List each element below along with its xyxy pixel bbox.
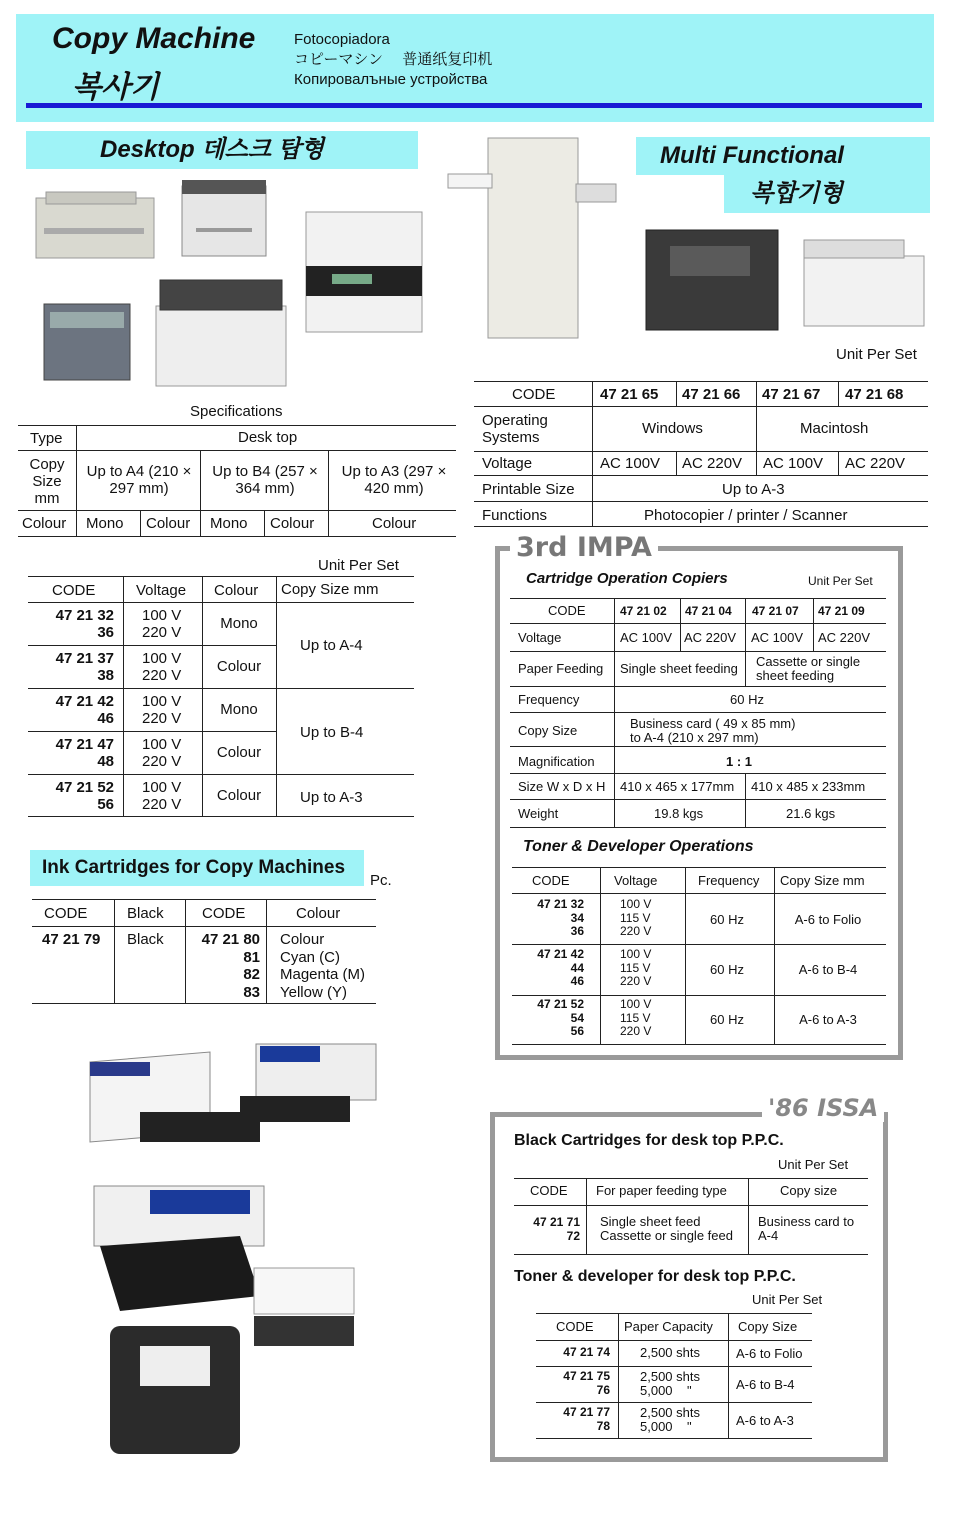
ink-unit: Pc. (370, 872, 392, 889)
ib-vline-1 (586, 1178, 587, 1254)
itd-vline-2 (728, 1313, 729, 1438)
dt-head-voltage: Voltage (136, 582, 187, 599)
mf-rule-3 (474, 475, 928, 476)
dt-voltage: 100 V (142, 779, 182, 796)
ib-code: 72 (566, 1229, 580, 1243)
desktop-copier-photo-5 (152, 276, 290, 388)
mf-code-1: 47 21 65 (600, 386, 659, 403)
dt-code: 47 21 42 (55, 693, 114, 710)
ic-copysize-label: Copy Size (518, 723, 578, 738)
ic-vline-4 (813, 598, 814, 651)
ink-colour-code: 47 21 80 (201, 931, 260, 948)
it-code: 34 (570, 910, 584, 925)
ic-rule-7 (510, 799, 886, 800)
mf-rule-top (474, 381, 928, 382)
it-code: 54 (570, 1010, 584, 1025)
it-voltage: 115 V (620, 910, 651, 925)
dt-rule-b (28, 774, 414, 775)
dt-head-code: CODE (52, 582, 96, 599)
issa-toner-title: Toner & developer for desk top P.P.C. (514, 1268, 796, 1285)
mf-vline-2a (676, 381, 677, 406)
spec-vline-4 (140, 510, 141, 536)
it-voltage: 115 V (620, 960, 651, 975)
dt-code-alt: 38 (97, 667, 114, 684)
ib-vline-2 (748, 1178, 749, 1254)
ib-size-line: A-4 (758, 1228, 779, 1243)
spec-colour-5: Colour (372, 515, 417, 532)
it-rule-bottom (512, 1044, 886, 1045)
spec-colour-label: Colour (22, 515, 67, 532)
ic-vline-2 (680, 598, 681, 651)
title-russian: Копировалъные устройства (294, 71, 488, 88)
itd-rule-bottom (536, 1438, 812, 1439)
ic-voltage-4: AC 220V (818, 630, 871, 645)
dt-colour: Mono (220, 701, 258, 718)
itd-code: 47 21 74 (563, 1345, 610, 1359)
dt-rule-a (28, 688, 414, 689)
it-code: 47 21 52 (537, 997, 584, 1011)
impa-toner-title: Toner & Developer Operations (523, 838, 754, 855)
mf-voltage-1: AC 100V (600, 455, 661, 472)
multifunction-copier-photo-1 (444, 134, 618, 344)
ic-rule-2 (510, 651, 886, 652)
ink-colour-name: Colour (280, 931, 325, 948)
mf-voltage-4: AC 220V (845, 455, 906, 472)
itd-capacity: 2,500 shts (640, 1369, 700, 1384)
mf-vline-1 (592, 381, 593, 526)
spec-type-label: Type (30, 430, 63, 447)
itd-rule-1 (536, 1366, 812, 1367)
it-rule-top (512, 867, 886, 868)
it-voltage: 220 V (620, 924, 652, 938)
dt-code: 47 21 32 (55, 607, 114, 624)
it-code: 56 (570, 1024, 584, 1038)
ic-voltage-label: Voltage (518, 630, 562, 645)
mf-vline-2b (676, 451, 677, 475)
dt-colour: Mono (220, 615, 258, 632)
dt-code: 47 21 47 (55, 736, 114, 753)
ic-voltage-3: AC 100V (751, 630, 804, 645)
it-code: 44 (570, 960, 584, 975)
desktop-copier-photo-1 (26, 188, 164, 266)
dt-rule-c (28, 645, 276, 646)
spec-colour-2: Colour (146, 515, 191, 532)
it-voltage: 100 V (620, 947, 652, 961)
it-head-frequency: Frequency (698, 873, 760, 888)
ic-rule-3 (510, 686, 886, 687)
ink-black-name: Black (127, 931, 164, 948)
dt-voltage: 220 V (142, 710, 182, 727)
dt-size-a4: Up to A-4 (300, 637, 363, 654)
it-vline-1 (600, 867, 601, 1044)
ic-copysize-line: to A-4 (210 x 297 mm) (630, 730, 759, 745)
itd-head-capacity: Paper Capacity (624, 1319, 713, 1334)
ib-head-size: Copy size (780, 1183, 838, 1198)
ic-size-2: 410 x 485 x 233mm (751, 779, 866, 794)
impa-label: 3rd IMPA (510, 532, 658, 563)
ink-black-code: 47 21 79 (42, 931, 101, 948)
ic-rule-5 (510, 746, 886, 747)
itd-code: 76 (596, 1382, 610, 1397)
spec-rule-bottom (18, 536, 456, 537)
ic-copysize-line: Business card ( 49 x 85 mm) (630, 716, 796, 731)
ink-rule-head (32, 926, 376, 927)
ink-rule-top (32, 899, 376, 900)
ic-weight-2: 21.6 kgs (786, 806, 836, 821)
dt-vline-3 (276, 576, 277, 816)
desktop-copier-photo-3 (302, 208, 426, 338)
ink-colour-name: Cyan (C) (280, 948, 341, 966)
ink-head-colour: Colour (296, 905, 341, 922)
it-copysize: A-6 to A-3 (799, 1012, 857, 1027)
page-title-korean: 복사기 (72, 70, 159, 105)
mf-code-3: 47 21 67 (762, 386, 821, 403)
ink-colour-code: 81 (243, 948, 260, 966)
it-frequency: 60 Hz (710, 962, 744, 977)
ib-type: Cassette or single feed (600, 1228, 733, 1243)
itd-capacity: 2,500 shts (640, 1345, 700, 1360)
ink-colour-code: 83 (243, 983, 260, 1001)
ic-frequency-label: Frequency (518, 692, 580, 707)
ic-size-label: Size W x D x H (518, 779, 606, 794)
dt-voltage: 100 V (142, 736, 182, 753)
it-voltage: 115 V (620, 1010, 651, 1025)
ib-head-code: CODE (530, 1183, 568, 1198)
mf-voltage-label: Voltage (482, 455, 533, 472)
dt-voltage: 220 V (142, 667, 182, 684)
it-rule-head (512, 893, 886, 894)
spec-rule-2 (18, 450, 456, 451)
ib-rule-bottom (514, 1254, 868, 1255)
ib-rule-head (514, 1205, 868, 1206)
itd-capacity: 5,000 " (640, 1382, 692, 1398)
impa-cart-title: Cartridge Operation Copiers (526, 570, 728, 587)
ic-vline-3b (745, 773, 746, 827)
ib-head-type: For paper feeding type (596, 1183, 727, 1198)
spec-vline-3 (328, 450, 329, 536)
ink-head-code2: CODE (202, 905, 246, 922)
dt-colour: Colour (216, 787, 262, 804)
ic-feeding-2: Cassette or single sheet feeding (756, 654, 861, 683)
multifunction-copier-photo-2 (640, 226, 784, 336)
ib-code: 47 21 71 (533, 1215, 580, 1229)
dt-rule-head (28, 602, 414, 603)
itd-copysize: A-6 to B-4 (736, 1377, 795, 1392)
mf-code-4: 47 21 68 (845, 386, 904, 403)
dt-code-alt: 48 (97, 753, 114, 770)
itd-code: 47 21 75 (563, 1369, 610, 1383)
mf-printable-label: Printable Size (482, 481, 575, 498)
ic-rule-6 (510, 773, 886, 774)
spec-vline-1 (76, 425, 77, 536)
itd-rule-2 (536, 1402, 812, 1403)
mf-rule-4 (474, 501, 928, 502)
mf-rule-1 (474, 406, 928, 407)
itd-code: 47 21 77 (563, 1405, 610, 1419)
header-rule (26, 103, 922, 108)
dt-vline-1 (123, 576, 124, 816)
multi-banner-2: 복합기형 (724, 175, 930, 213)
mf-vline-4b (838, 451, 839, 475)
ic-rule-1 (510, 623, 886, 624)
mf-code-2: 47 21 66 (682, 386, 741, 403)
ic-feeding-label: Paper Feeding (518, 661, 604, 676)
mf-os-windows: Windows (642, 420, 703, 437)
it-copysize: A-6 to Folio (794, 912, 862, 927)
spec-type-value: Desk top (238, 429, 298, 446)
ink-cartridge-photo-2 (236, 1040, 382, 1132)
mf-vline-4a (838, 381, 839, 406)
dt-vline-2 (202, 576, 203, 816)
it-code: 47 21 42 (537, 947, 584, 961)
dt-voltage: 100 V (142, 607, 182, 624)
it-copysize: A-6 to B-4 (798, 962, 858, 977)
ic-code-3: 47 21 07 (752, 604, 799, 618)
itd-head-code: CODE (556, 1319, 594, 1334)
mf-code-label: CODE (512, 386, 556, 403)
mf-voltage-2: AC 220V (682, 455, 743, 472)
dt-size-b4: Up to B-4 (300, 724, 364, 741)
it-code: 46 (570, 974, 584, 988)
dt-rule-d (28, 731, 276, 732)
dt-rule-bottom (28, 816, 414, 817)
dt-voltage: 220 V (142, 796, 182, 813)
spec-copysize-label: Copy Size mm (29, 456, 65, 507)
ic-rule-4 (510, 712, 886, 713)
it-code: 36 (570, 924, 584, 938)
ic-magn-label: Magnification (518, 754, 595, 769)
ic-voltage-1: AC 100V (620, 630, 673, 645)
ic-weight-1: 19.8 kgs (654, 806, 704, 821)
ib-type: Single sheet feed (600, 1214, 701, 1229)
ink-vline-1 (114, 899, 115, 1003)
mf-vline-3 (756, 381, 757, 475)
ink-vline-3 (266, 899, 267, 1003)
itd-capacity: 5,000 " (640, 1418, 692, 1434)
dt-colour: Colour (216, 658, 262, 675)
title-spanish: Fotocopiadora (294, 31, 390, 48)
desktop-copier-photo-4 (40, 298, 134, 384)
itd-head-size: Copy Size (738, 1319, 798, 1334)
ic-magn-value: 1 : 1 (726, 754, 753, 769)
itd-vline-1 (618, 1313, 619, 1438)
spec-colour-3: Mono (210, 515, 248, 532)
ink-colour-name: Yellow (Y) (280, 983, 347, 1001)
ic-copysize-value (630, 717, 795, 745)
mf-voltage-3: AC 100V (763, 455, 824, 472)
it-vline-3 (774, 867, 775, 1044)
issa-black-title: Black Cartridges for desk top P.P.C. (514, 1132, 784, 1149)
it-rule-1 (512, 944, 886, 945)
it-frequency: 60 Hz (710, 912, 744, 927)
it-voltage: 220 V (620, 974, 652, 988)
title-translations (294, 30, 492, 90)
title-japanese-chinese: コピーマシン 普通纸复印机 (294, 51, 493, 68)
it-code: 47 21 32 (537, 897, 584, 911)
spec-rule-top (18, 425, 456, 426)
desktop-copier-photo-2 (176, 178, 272, 258)
ic-feeding-1: Single sheet feeding (620, 661, 738, 676)
mf-functions-value: Photocopier / printer / Scanner (644, 507, 848, 524)
itd-capacity: 2,500 shts (640, 1405, 700, 1420)
toner-cartridge-photo-3 (90, 1176, 270, 1316)
dt-size-a3: Up to A-3 (300, 789, 363, 806)
dt-head-colour: Colour (214, 582, 259, 599)
issa-label: '86 ISSA (762, 1094, 884, 1122)
spec-colour-4: Colour (270, 515, 315, 532)
itd-code: 78 (596, 1418, 610, 1433)
itd-rule-head (536, 1340, 812, 1341)
multi-banner-1: Multi Functional (636, 137, 930, 175)
issa-unit-1: Unit Per Set (778, 1157, 849, 1172)
desktop-banner: Desktop 데스크 탑형 (26, 131, 418, 169)
mf-functions-label: Functions (482, 507, 548, 524)
multi-unit: Unit Per Set (836, 346, 917, 363)
it-head-code: CODE (532, 873, 570, 888)
it-head-copysize: Copy Size mm (780, 873, 865, 888)
it-rule-2 (512, 995, 886, 996)
ink-colour-name: Magenta (M) (280, 966, 366, 983)
spec-colour-1: Mono (86, 515, 124, 532)
dt-head-copysize: Copy Size mm (281, 581, 379, 598)
ink-head-code: CODE (44, 905, 88, 922)
ink-colour-names (280, 931, 365, 1001)
ic-size-1: 410 x 465 x 177mm (620, 779, 735, 794)
spec-size-b4: Up to B4 (257 × 364 mm) (212, 463, 318, 497)
drum-cartridge-photo-4 (244, 1264, 364, 1354)
spec-size-a3: Up to A3 (297 × 420 mm) (341, 463, 447, 497)
ink-colour-codes (186, 931, 260, 1001)
dt-colour: Colour (216, 744, 262, 761)
ink-cartridge-photo-5 (100, 1320, 250, 1460)
dt-rule-top (28, 576, 414, 577)
itd-copysize: A-6 to A-3 (736, 1413, 794, 1428)
ic-weight-label: Weight (518, 806, 559, 821)
ic-code-label: CODE (548, 603, 586, 618)
dt-code-alt: 56 (97, 796, 114, 813)
ib-size-line: Business card to (758, 1214, 855, 1229)
it-frequency: 60 Hz (710, 1012, 744, 1027)
dt-voltage: 100 V (142, 693, 182, 710)
dt-code: 47 21 37 (55, 650, 114, 667)
it-head-voltage: Voltage (614, 873, 658, 888)
itd-copysize: A-6 to Folio (736, 1346, 803, 1361)
ic-code-2: 47 21 04 (685, 604, 732, 618)
dt-code: 47 21 52 (55, 779, 114, 796)
dt-code-alt: 36 (97, 624, 114, 641)
ic-code-4: 47 21 09 (818, 604, 865, 618)
ic-vline-3 (745, 598, 746, 686)
spec-rule-3 (18, 510, 456, 511)
dt-code-alt: 46 (97, 710, 114, 727)
mf-os-mac: Macintosh (800, 420, 869, 437)
ic-rule-8 (510, 827, 886, 828)
spec-vline-2 (200, 450, 201, 536)
mf-printable-value: Up to A-3 (722, 481, 785, 498)
ib-size (758, 1215, 854, 1243)
ic-frequency-value: 60 Hz (730, 692, 764, 707)
ic-voltage-2: AC 220V (684, 630, 737, 645)
ink-colour-code: 82 (243, 966, 260, 983)
mf-os-label: Operating Systems (482, 412, 548, 446)
multifunction-copier-photo-3 (800, 236, 928, 330)
ic-rule-0 (510, 598, 886, 599)
ink-rule-bottom (32, 1003, 376, 1004)
desktop-unit: Unit Per Set (318, 557, 399, 574)
issa-unit-2: Unit Per Set (752, 1292, 823, 1307)
it-voltage: 100 V (620, 997, 652, 1011)
dt-voltage: 220 V (142, 624, 182, 641)
page-title: Copy Machine (52, 22, 256, 55)
ink-banner: Ink Cartridges for Copy Machines (30, 850, 364, 886)
dt-voltage: 220 V (142, 753, 182, 770)
ink-head-black: Black (127, 905, 164, 922)
spec-size-a4: Up to A4 (210 × 297 mm) (86, 463, 192, 497)
impa-unit: Unit Per Set (808, 574, 873, 588)
spec-title: Specifications (190, 403, 283, 420)
mf-rule-bottom (474, 526, 928, 527)
ib-codes (518, 1215, 580, 1243)
it-vline-2 (685, 867, 686, 1044)
ic-vline-1 (614, 598, 615, 827)
it-voltage: 100 V (620, 897, 652, 911)
dt-voltage: 100 V (142, 650, 182, 667)
ib-rule-top (514, 1178, 868, 1179)
spec-vline-5 (264, 510, 265, 536)
it-voltage: 220 V (620, 1024, 652, 1038)
ic-code-1: 47 21 02 (620, 604, 667, 618)
itd-rule-top (536, 1313, 812, 1314)
mf-rule-2 (474, 451, 928, 452)
ib-types (600, 1215, 733, 1243)
